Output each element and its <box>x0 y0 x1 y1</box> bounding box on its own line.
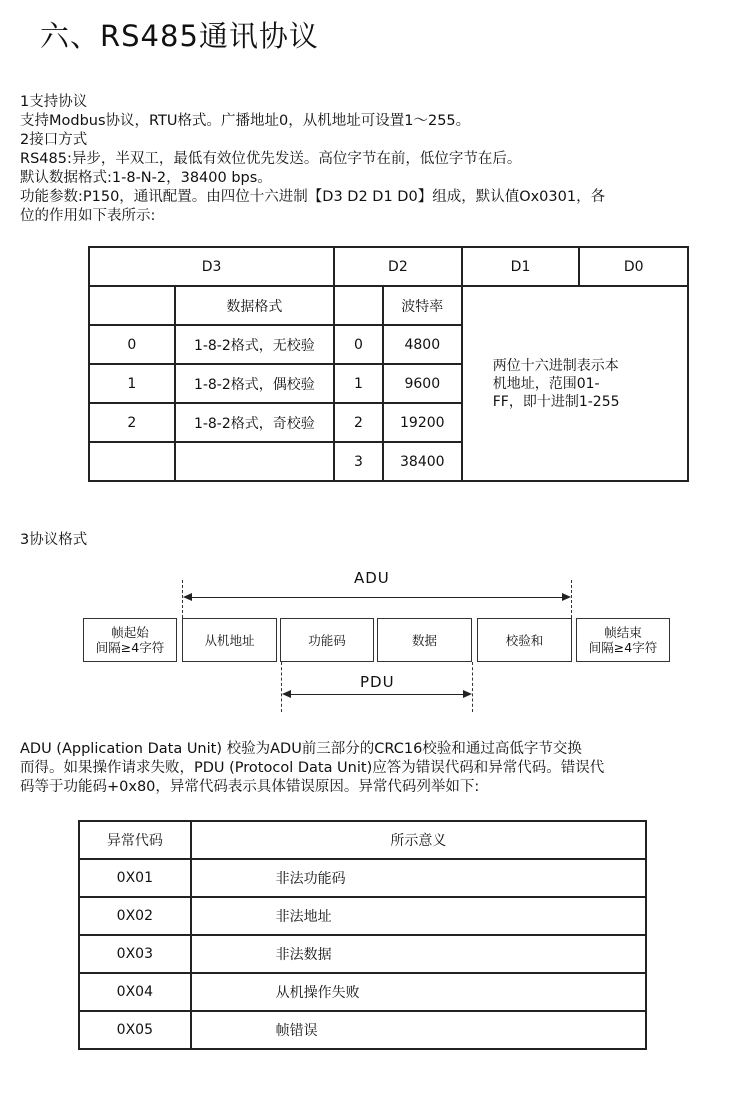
adu-arrow-line <box>185 597 568 598</box>
header-meaning: 所示意义 <box>191 821 646 859</box>
header-d1: D1 <box>462 247 580 286</box>
header-d2: D2 <box>334 247 462 286</box>
pdu-arrow-right-icon <box>463 690 472 698</box>
address-note-cell <box>462 286 688 481</box>
cell-d3: 1 <box>89 364 175 403</box>
table-row <box>79 897 646 935</box>
subheader-format: 数据格式 <box>175 286 334 325</box>
adu-arrow-left-icon <box>183 593 192 601</box>
s3-heading: 3协议格式 <box>20 532 88 548</box>
s2-heading: 2接口方式 <box>20 132 88 148</box>
table-header-row <box>79 821 646 859</box>
data-box: 数据 <box>377 618 472 662</box>
table-row <box>89 286 688 325</box>
subheader-baud: 波特率 <box>383 286 462 325</box>
cell-desc: 从机操作失败 <box>191 973 646 1011</box>
cell-desc: 非法数据 <box>191 935 646 973</box>
slave-address-box: 从机地址 <box>182 618 277 662</box>
cell-desc: 非法功能码 <box>191 859 646 897</box>
s1-text: 支持Modbus协议，RTU格式。广播地址0，从机地址可设置1～255。 <box>20 113 471 129</box>
pdu-arrow-left-icon <box>282 690 291 698</box>
cell-d3: 0 <box>89 325 175 364</box>
cell-format: 1-8-2格式，偶校验 <box>175 364 334 403</box>
cell-empty <box>89 286 175 325</box>
cell-d2: 2 <box>334 403 383 442</box>
s2-line4: 位的作用如下表所示: <box>20 208 156 224</box>
cell-d3 <box>89 442 175 481</box>
header-code: 异常代码 <box>79 821 191 859</box>
address-note-line: 机地址，范围01- <box>492 375 600 392</box>
pdu-left-dash <box>281 662 282 712</box>
cell-baud: 9600 <box>383 364 462 403</box>
frame-end-line: 间隔≥4字符 <box>588 640 658 655</box>
address-note-line: 两位十六进制表示本 <box>492 357 619 374</box>
pdu-label: PDU <box>360 673 395 691</box>
pdu-right-dash <box>472 662 473 712</box>
cell-empty <box>334 286 383 325</box>
cell-format: 1-8-2格式，奇校验 <box>175 403 334 442</box>
table-row <box>79 973 646 1011</box>
cell-baud: 38400 <box>383 442 462 481</box>
explain-line2: 而得。如果操作请求失败，PDU (Protocol Data Unit)应答为错误代码和异常代码。错误代 <box>20 760 605 776</box>
explain-line3: 码等于功能码+0x80，异常代码表示具体错误原因。异常代码列举如下: <box>20 779 480 795</box>
table-row <box>79 1011 646 1049</box>
table-row <box>79 935 646 973</box>
config-table <box>88 246 689 482</box>
address-note-line: FF，即十进制1-255 <box>492 393 620 410</box>
cell-d2: 1 <box>334 364 383 403</box>
adu-right-dash <box>571 580 572 618</box>
cell-baud: 4800 <box>383 325 462 364</box>
protocol-section <box>20 93 605 226</box>
cell-d2: 0 <box>334 325 383 364</box>
function-code-box: 功能码 <box>280 618 374 662</box>
cell-format: 1-8-2格式，无校验 <box>175 325 334 364</box>
s2-line3: 功能参数:P150，通讯配置。由四位十六进制【D3 D2 D1 D0】组成，默认值Ox0301，各 <box>20 189 606 205</box>
cell-code: 0X02 <box>79 897 191 935</box>
cell-baud: 19200 <box>383 403 462 442</box>
cell-desc: 非法地址 <box>191 897 646 935</box>
s2-line2: 默认数据格式:1-8-N-2，38400 bps。 <box>20 170 272 186</box>
cell-d2: 3 <box>334 442 383 481</box>
cell-format <box>175 442 334 481</box>
cell-code: 0X05 <box>79 1011 191 1049</box>
cell-code: 0X03 <box>79 935 191 973</box>
s2-line1: RS485:异步，半双工，最低有效位优先发送。高位字节在前，低位字节在后。 <box>20 151 522 167</box>
pdu-arrow-line <box>284 694 469 695</box>
table-row <box>79 859 646 897</box>
header-d0: D0 <box>579 247 688 286</box>
header-d3: D3 <box>89 247 334 286</box>
s1-heading: 1支持协议 <box>20 94 88 110</box>
frame-start-line: 帧起始 <box>111 625 149 640</box>
frame-start-line: 间隔≥4字符 <box>95 640 165 655</box>
checksum-box: 校验和 <box>477 618 572 662</box>
frame-end-box <box>576 618 670 662</box>
section-title: 六、RS485通讯协议 <box>40 19 319 53</box>
adu-arrow-right-icon <box>562 593 571 601</box>
explain-line1: ADU (Application Data Unit) 校验为ADU前三部分的CRC16校验和通过高低字节交换 <box>20 741 582 757</box>
adu-label: ADU <box>354 569 390 587</box>
frame-end-line: 帧结束 <box>604 625 642 640</box>
cell-d3: 2 <box>89 403 175 442</box>
frame-start-box <box>83 618 177 662</box>
cell-code: 0X01 <box>79 859 191 897</box>
table-header-row <box>89 247 688 286</box>
explain-paragraph <box>20 740 604 797</box>
error-code-table <box>78 820 647 1050</box>
cell-desc: 帧错误 <box>191 1011 646 1049</box>
cell-code: 0X04 <box>79 973 191 1011</box>
